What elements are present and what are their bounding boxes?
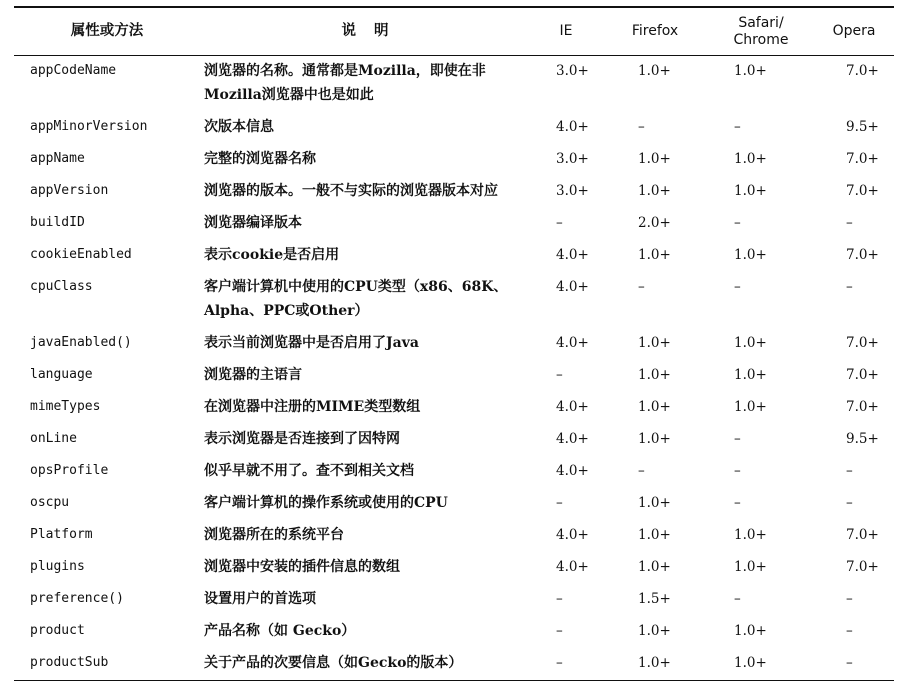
cell-firefox: 1.0+ (638, 527, 671, 543)
cell-property: appCodeName (30, 63, 117, 78)
cell-property: buildID (30, 215, 85, 230)
cell-property: mimeTypes (30, 399, 101, 414)
cell-opera: – (846, 623, 853, 639)
cell-firefox: – (638, 463, 645, 479)
cell-safari-chrome: 1.0+ (734, 623, 767, 639)
cell-property: appVersion (30, 183, 109, 198)
cell-description: 浏览器的名称。通常都是Mozilla，即使在非Mozilla浏览器中也是如此 (204, 63, 486, 103)
cell-property: appMinorVersion (30, 119, 148, 134)
table-body (14, 56, 894, 681)
cell-firefox: 1.0+ (638, 559, 671, 575)
header-property: 属性或方法 (70, 23, 144, 39)
table-row (14, 616, 894, 648)
cell-opera: – (846, 495, 853, 511)
table-row (14, 488, 894, 520)
cell-description: 客户端计算机中使用的CPU类型（x86、68K、Alpha、PPC或Other） (204, 279, 508, 319)
header-firefox: Firefox (631, 23, 679, 39)
cell-description: 浏览器中安装的插件信息的数组 (204, 559, 400, 575)
cell-firefox: – (638, 119, 645, 135)
cell-opera: 7.0+ (846, 399, 879, 415)
cell-safari-chrome: 1.0+ (734, 183, 767, 199)
cell-property: product (30, 623, 85, 638)
table-row (14, 360, 894, 392)
cell-safari-chrome: – (734, 119, 741, 135)
cell-safari-chrome: 1.0+ (734, 655, 767, 671)
table-row (14, 144, 894, 176)
cell-safari-chrome: 1.0+ (734, 335, 767, 351)
table-row (14, 456, 894, 488)
cell-opera: – (846, 215, 853, 231)
cell-ie: 3.0+ (556, 151, 589, 167)
cell-firefox: 1.0+ (638, 623, 671, 639)
cell-property: appName (30, 151, 85, 166)
cell-opera: 7.0+ (846, 527, 879, 543)
cell-opera: 7.0+ (846, 247, 879, 263)
cell-description: 设置用户的首选项 (204, 591, 316, 607)
header-opera: Opera (832, 23, 876, 39)
cell-ie: 4.0+ (556, 119, 589, 135)
cell-property: Platform (30, 527, 93, 542)
cell-description: 浏览器的版本。一般不与实际的浏览器版本对应 (204, 183, 498, 199)
cell-description: 表示浏览器是否连接到了因特网 (204, 431, 400, 447)
header-description: 说明 (341, 23, 407, 39)
cell-opera: 7.0+ (846, 335, 879, 351)
cell-opera: 9.5+ (846, 119, 879, 135)
cell-safari-chrome: – (734, 215, 741, 231)
cell-opera: 7.0+ (846, 559, 879, 575)
cell-ie: 4.0+ (556, 399, 589, 415)
cell-property: cookieEnabled (30, 247, 132, 262)
cell-firefox: – (638, 279, 645, 295)
cell-opera: 7.0+ (846, 151, 879, 167)
cell-ie: 3.0+ (556, 183, 589, 199)
cell-ie: – (556, 623, 563, 639)
cell-description: 关于产品的次要信息（如Gecko的版本） (204, 655, 463, 671)
cell-description: 客户端计算机的操作系统或使用的CPU (204, 495, 448, 511)
cell-safari-chrome: – (734, 463, 741, 479)
cell-ie: 4.0+ (556, 463, 589, 479)
cell-firefox: 1.0+ (638, 367, 671, 383)
cell-property: opsProfile (30, 463, 109, 478)
cell-property: onLine (30, 431, 77, 446)
cell-opera: – (846, 591, 853, 607)
cell-property: cpuClass (30, 279, 93, 294)
cell-firefox: 1.0+ (638, 247, 671, 263)
cell-ie: 4.0+ (556, 335, 589, 351)
cell-firefox: 1.0+ (638, 151, 671, 167)
cell-safari-chrome: 1.0+ (734, 151, 767, 167)
cell-safari-chrome: – (734, 279, 741, 295)
table-row (14, 56, 894, 113)
cell-opera: – (846, 463, 853, 479)
cell-safari-chrome: 1.0+ (734, 247, 767, 263)
cell-safari-chrome: – (734, 431, 741, 447)
cell-ie: 4.0+ (556, 527, 589, 543)
cell-ie: 4.0+ (556, 247, 589, 263)
cell-firefox: 1.0+ (638, 63, 671, 79)
table-header-row (14, 7, 894, 56)
cell-description: 在浏览器中注册的MIME类型数组 (204, 399, 421, 415)
table-row (14, 552, 894, 584)
cell-property: oscpu (30, 495, 70, 510)
table-row (14, 648, 894, 681)
cell-property: plugins (30, 559, 85, 574)
cell-description: 产品名称（如 Gecko） (204, 623, 356, 639)
cell-opera: 7.0+ (846, 63, 879, 79)
cell-description: 完整的浏览器名称 (204, 151, 316, 167)
cell-property: productSub (30, 655, 109, 670)
cell-ie: – (556, 591, 563, 607)
cell-ie: 3.0+ (556, 63, 589, 79)
table-row (14, 240, 894, 272)
cell-opera: 9.5+ (846, 431, 879, 447)
cell-ie: – (556, 495, 563, 511)
cell-firefox: 1.0+ (638, 655, 671, 671)
cell-firefox: 1.5+ (638, 591, 671, 607)
table-row (14, 520, 894, 552)
cell-description: 浏览器编译版本 (204, 215, 302, 231)
cell-opera: 7.0+ (846, 183, 879, 199)
cell-opera: 7.0+ (846, 367, 879, 383)
cell-ie: 4.0+ (556, 431, 589, 447)
table-row (14, 424, 894, 456)
table-row (14, 176, 894, 208)
table-row (14, 392, 894, 424)
cell-description: 浏览器的主语言 (204, 367, 302, 383)
cell-safari-chrome: 1.0+ (734, 367, 767, 383)
cell-firefox: 1.0+ (638, 399, 671, 415)
table-row (14, 272, 894, 328)
cell-description: 表示cookie是否启用 (204, 247, 340, 263)
cell-safari-chrome: 1.0+ (734, 63, 767, 79)
cell-firefox: 1.0+ (638, 431, 671, 447)
cell-firefox: 1.0+ (638, 183, 671, 199)
cell-safari-chrome: 1.0+ (734, 527, 767, 543)
cell-firefox: 1.0+ (638, 495, 671, 511)
cell-safari-chrome: – (734, 495, 741, 511)
header-ie: IE (559, 23, 573, 39)
cell-safari-chrome: – (734, 591, 741, 607)
table-row (14, 328, 894, 360)
cell-safari-chrome: 1.0+ (734, 399, 767, 415)
cell-firefox: 2.0+ (638, 215, 671, 231)
cell-property: preference() (30, 591, 124, 606)
cell-opera: – (846, 279, 853, 295)
cell-description: 次版本信息 (204, 119, 274, 135)
table-row (14, 112, 894, 144)
cell-description: 表示当前浏览器中是否启用了Java (204, 335, 419, 351)
navigator-properties-table (14, 6, 894, 681)
cell-ie: – (556, 367, 563, 383)
cell-safari-chrome: 1.0+ (734, 559, 767, 575)
cell-firefox: 1.0+ (638, 335, 671, 351)
cell-property: language (30, 367, 93, 382)
cell-opera: – (846, 655, 853, 671)
table-row (14, 584, 894, 616)
header-safari-chrome: Safari/ Chrome (733, 14, 789, 48)
cell-property: javaEnabled() (30, 335, 132, 350)
table-row (14, 208, 894, 240)
cell-ie: – (556, 655, 563, 671)
cell-description: 浏览器所在的系统平台 (204, 527, 344, 543)
cell-description: 似乎早就不用了。查不到相关文档 (204, 463, 414, 479)
cell-ie: 4.0+ (556, 559, 589, 575)
cell-ie: 4.0+ (556, 279, 589, 295)
cell-ie: – (556, 215, 563, 231)
